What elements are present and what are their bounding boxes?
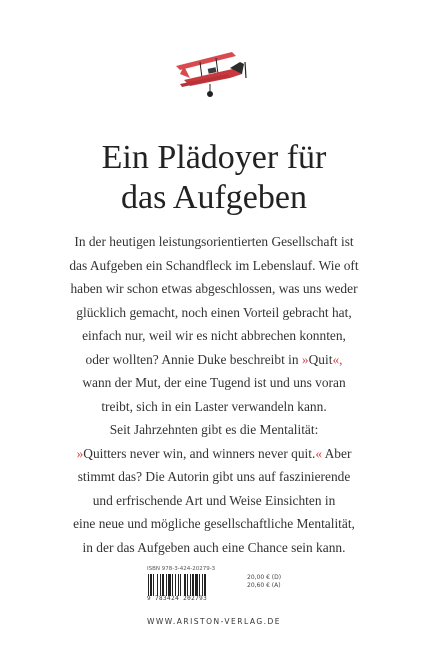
blurb-line: glücklich gemacht, noch einen Vorteil gebracht hat, [76, 304, 352, 320]
blurb-line: einfach nur, weil wir es nicht abbrechen konnten, [82, 328, 346, 343]
quote-mark: «, [332, 351, 343, 367]
biplane-icon [170, 44, 252, 100]
blurb-line: In der heutigen leistungsorientierten Gesellschaft ist [74, 234, 354, 249]
title-line-2: das Aufgeben [120, 179, 307, 216]
blurb-line [30, 442, 398, 466]
price-de: 20,00 € (D) [247, 574, 282, 581]
publisher-url: WWW.ARISTON-VERLAG.DE [146, 617, 282, 626]
blurb-line: haben wir schon etwas abgeschlossen, was uns weder [70, 281, 358, 296]
ean-number: 9 783424 202793 [147, 595, 208, 602]
blurb-segment: Aber [322, 445, 352, 461]
blurb-segment: oder wollten? Annie Duke beschreibt in [85, 351, 302, 367]
blurb-line: das Aufgeben ein Schandfleck im Lebenslauf. Wie oft [69, 257, 359, 273]
blurb-line: treibt, sich in ein Laster verwandeln kann. [101, 398, 327, 414]
blurb-line: stimmt das? Die Autorin gibt uns auf faszinierende [77, 469, 351, 484]
title-line-1: Ein Plädoyer für [101, 139, 327, 176]
blurb-line [30, 348, 398, 372]
quote-mark: » [301, 351, 309, 367]
blurb-line: eine neue und mögliche gesellschaftliche Mentalität, [73, 516, 355, 531]
blurb-text [30, 230, 398, 559]
price-at: 20,60 € (A) [247, 582, 281, 589]
book-title: Quit [308, 351, 333, 367]
blurb-line: in der das Aufgeben auch eine Chance sein kann. [82, 539, 346, 555]
barcode-block [147, 566, 281, 602]
isbn-label: ISBN 978-3-424-20279-3 [147, 566, 216, 572]
quote-mark: « [315, 445, 323, 461]
barcode-icon [147, 574, 239, 596]
blurb-line: und erfrischende Art und Weise Einsichten in [92, 492, 336, 508]
quote-mark: » [76, 445, 84, 461]
page-title [0, 138, 428, 218]
quote-text: Quitters never win, and winners never quit. [83, 445, 316, 461]
blurb-line: wann der Mut, der eine Tugend ist und uns voran [82, 375, 346, 390]
blurb-line: Seit Jahrzehnten gibt es die Mentalität: [109, 422, 319, 437]
